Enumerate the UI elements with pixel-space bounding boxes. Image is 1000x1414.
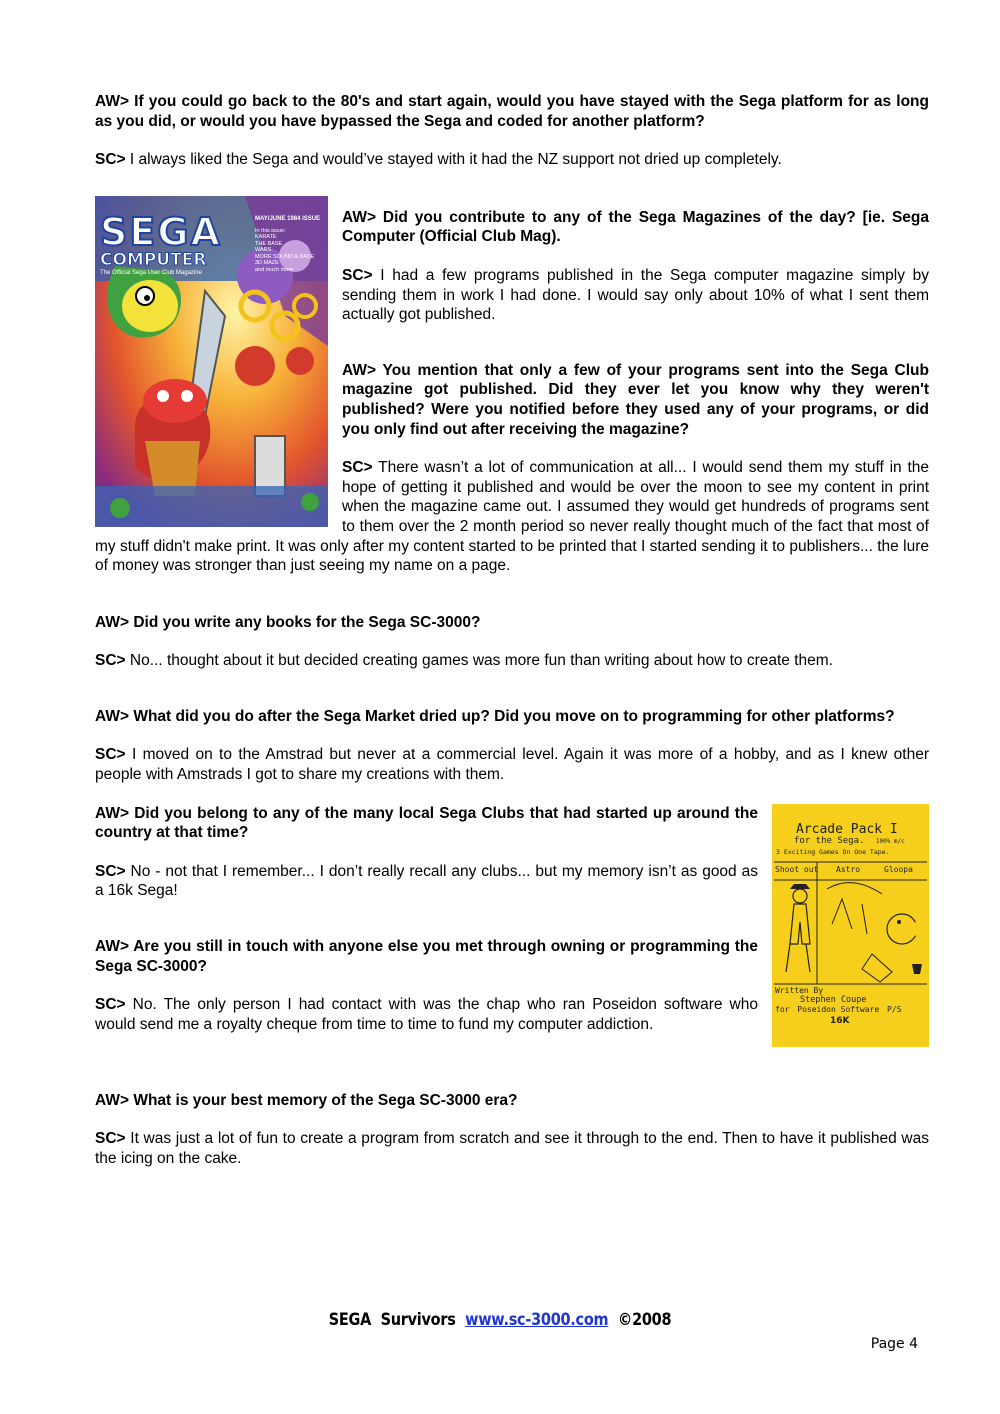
- answer-label: SC>: [342, 459, 373, 477]
- answer-label: SC>: [95, 862, 126, 880]
- page-number: Page 4: [870, 1336, 918, 1352]
- question-2: AW> Did you contribute to any of the Sega Magazines of the day? [ie. Sega Computer (Official Club Mag).: [342, 208, 929, 246]
- answer-8: SC> It was just a lot of fun to create a program from scratch and see it through to the end. Then to have it published was the icing on the cake.: [95, 1130, 929, 1167]
- footer-prefix: SEGA Survivors: [328, 1310, 466, 1330]
- arcade-title: Arcade Pack I: [796, 821, 898, 837]
- answer-label: SC>: [95, 996, 126, 1014]
- arcade-line2: for the Sega. 100% m/c: [794, 835, 905, 846]
- answer-label: SC>: [342, 266, 373, 284]
- article-body: [95, 92, 929, 1168]
- page-footer: [75, 1310, 925, 1330]
- answer-label: SC>: [95, 652, 126, 670]
- arcade-game-2: Astro: [836, 864, 861, 874]
- answer-1: SC> I always liked the Sega and would’ve stayed with it had the NZ support not dried up completely.: [95, 151, 782, 169]
- cover-contents: In this issue: KARATE THE BASE WARS MORE SOUND & BASE 3D MAZE and much more: [255, 227, 315, 273]
- question-6: AW> Did you belong to any of the many local Sega Clubs that had started up around the country at that time?: [95, 804, 758, 842]
- answer-3: SC> There wasn’t a lot of communication at all... I would send them my stuff in the hope of getting it published and would be over the moon to see my content in print when the magazine came out. I assumed they would get hundreds of programs sent to them over the 2 month period so never really thought much of the fact that most of my stuff didn't make print. It was only after my content started to be printed that I started sending it to publishers... the lure of money was stronger than just seeing my name on a page.: [95, 459, 929, 575]
- sega-computer-magazine-cover: [95, 196, 328, 527]
- cover-tagline: The Official Sega User Club Magazine: [100, 269, 202, 276]
- question-5: AW> What did you do after the Sega Market dried up? Did you move on to programming for other platforms?: [95, 707, 895, 725]
- arcade-game-3: Gloopa: [884, 864, 913, 874]
- cover-logo: SEGA: [100, 209, 222, 254]
- arcade-memory: 16K: [830, 1015, 850, 1026]
- arcade-written-by: Written By: [775, 985, 824, 995]
- answer-6: SC> No - not that I remember... I don’t really recall any clubs... but my memory isn’t as good as a 16k Sega!: [95, 862, 758, 900]
- arcade-line3: 3 Exciting Games On One Tape.: [776, 847, 890, 856]
- question-4: AW> Did you write any books for the Sega SC-3000?: [95, 613, 481, 631]
- footer-suffix: ©2008: [608, 1310, 672, 1330]
- answer-5: SC> I moved on to the Amstrad but never at a commercial level. Again it was more of a hobby, and as I knew other people with Amstrads I got to share my creations with them.: [95, 746, 929, 784]
- answer-label: SC>: [95, 1130, 126, 1148]
- cover-subtitle: COMPUTER: [100, 249, 207, 270]
- answer-label: SC>: [95, 746, 126, 764]
- arcade-pack-cover: [772, 804, 929, 1047]
- cover-issue: MAY/JUNE 1984 ISSUE: [255, 215, 321, 222]
- footer-website-link[interactable]: www.sc-3000.com: [465, 1310, 609, 1330]
- question-3: AW> You mention that only a few of your programs sent into the Sega Club magazine got published. Did they ever let you know why they weren't published? Were you notified before they used any of your programs, or did you only find out after receiving the magazine?: [342, 361, 929, 438]
- question-7: AW> Are you still in touch with anyone else you met through owning or programming the Sega SC-3000?: [95, 938, 758, 975]
- answer-7: SC> No. The only person I had contact with was the chap who ran Poseidon software who would send me a royalty cheque from time to time to fund my computer addiction.: [95, 996, 758, 1033]
- answer-4: SC> No... thought about it but decided creating games was more fun than writing about how to create them.: [95, 652, 833, 670]
- arcade-game-1: Shoot out: [775, 864, 819, 874]
- answer-2: SC> I had a few programs published in the Sega computer magazine simply by sending them in work I had done. I would say only about 10% of what I sent them actually got published.: [342, 266, 929, 324]
- arcade-publisher-line: for Poseidon Software P/S: [775, 1004, 902, 1014]
- question-1: AW> If you could go back to the 80's and start again, would you have stayed with the Sega platform for as long as you did, or would you have bypassed the Sega and coded for another platform?: [95, 93, 929, 130]
- answer-label: SC>: [95, 151, 126, 169]
- question-8: AW> What is your best memory of the Sega SC-3000 era?: [95, 1091, 518, 1109]
- arcade-author: Stephen Coupe: [800, 994, 867, 1005]
